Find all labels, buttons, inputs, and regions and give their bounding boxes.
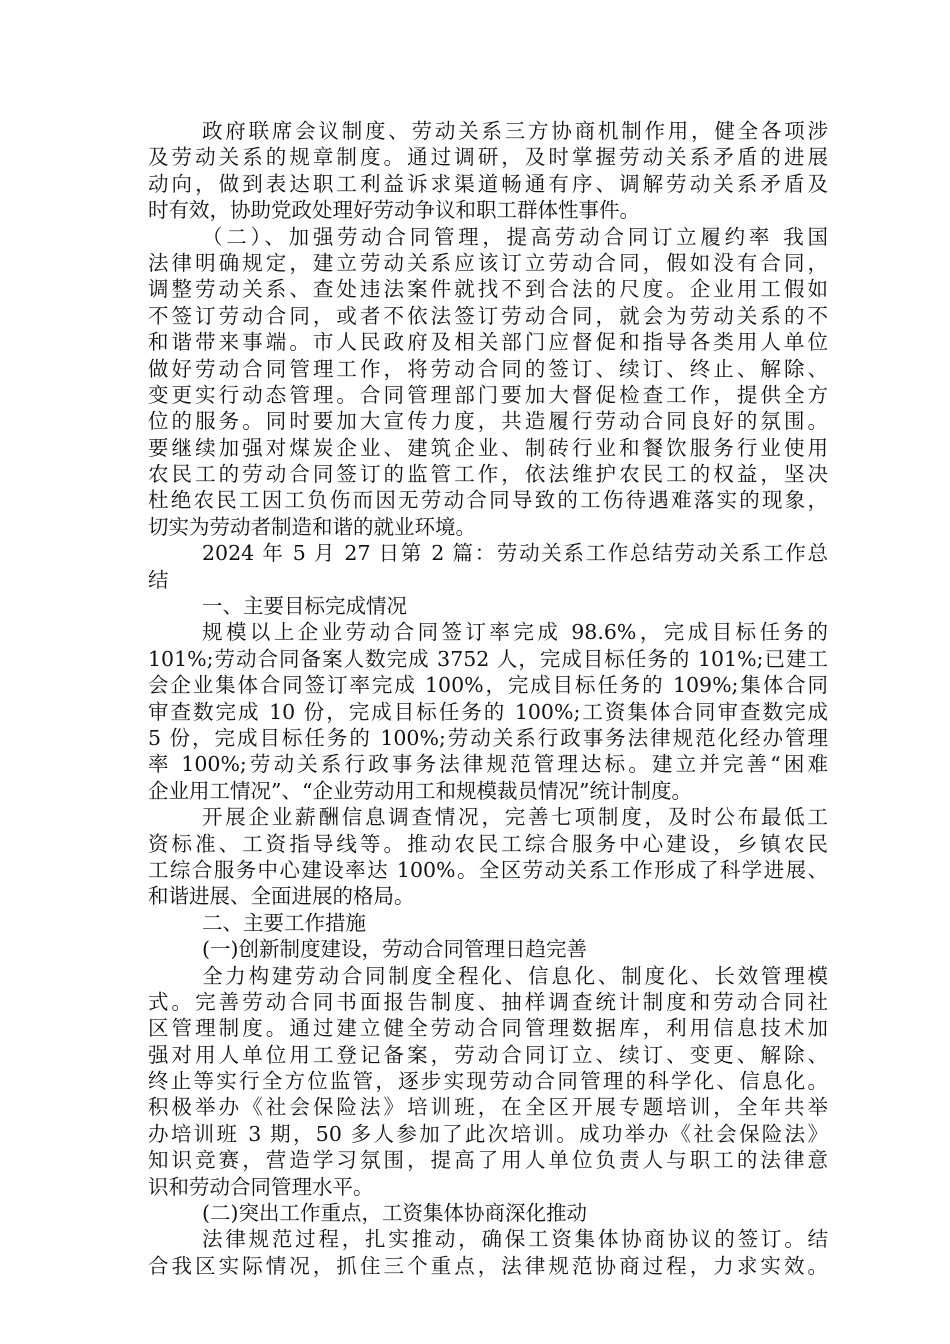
- text-line: 杜绝农民工因工负伤而因无劳动合同导致的工伤待遇难落实的现象，: [148, 488, 828, 513]
- text-line: 和谐进展、全面进展的格局。: [148, 884, 415, 909]
- text-line: 时有效，协助党政处理好劳动争议和职工群体性事件。: [148, 198, 640, 223]
- text-line: 知识竞赛，营造学习氛围，提高了用人单位负责人与职工的法律意: [148, 1148, 828, 1173]
- text-line: 审查数完成 10 份，完成目标任务的 100%;工资集体合同审查数完成: [148, 699, 828, 724]
- text-line: 做好劳动合同管理工作，将劳动合同的签订、续订、终止、解除、: [148, 356, 828, 381]
- text-line: 变更实行动态管理。合同管理部门要加大督促检查工作，提供全方: [148, 382, 828, 407]
- text-line: 二、主要工作措施: [202, 910, 366, 935]
- text-line: (一)创新制度建设，劳动合同管理日趋完善: [202, 937, 587, 962]
- text-line: 要继续加强对煤炭企业、建筑企业、制砖行业和餐饮服务行业使用: [148, 435, 828, 460]
- text-line: 政府联席会议制度、劳动关系三方协商机制作用，健全各项涉: [202, 119, 828, 143]
- text-line: 101%;劳动合同备案人数完成 3752 人，完成目标任务的 101%;已建工: [148, 646, 828, 671]
- text-line: 全力构建劳动合同制度全程化、信息化、制度化、长效管理模: [202, 963, 828, 988]
- text-line: 积极举办《社会保险法》培训班，在全区开展专题培训，全年共举: [148, 1095, 828, 1120]
- text-line: （二）、加强劳动合同管理，提高劳动合同订立履约率 我国: [202, 224, 828, 249]
- text-line: 资标准、工资指导线等。推动农民工综合服务中心建设，乡镇农民: [148, 831, 828, 856]
- text-line: 不签订劳动合同，或者不依法签订劳动合同，就会为劳动关系的不: [148, 303, 828, 328]
- text-line: 一、主要目标完成情况: [202, 594, 407, 619]
- text-line: 动向，做到表达职工利益诉求渠道畅通有序、调解劳动关系矛盾及: [148, 171, 828, 196]
- text-line: 工综合服务中心建设率达 100%。全区劳动关系工作形成了科学进展、: [148, 857, 828, 882]
- text-line: 和谐带来事端。市人民政府及相关部门应督促和指导各类用人单位: [148, 330, 828, 355]
- text-line: 企业用工情况”、“企业劳动用工和规模裁员情况”统计制度。: [148, 778, 692, 803]
- text-line: 办培训班 3 期，50 多人参加了此次培训。成功举办《社会保险法》: [148, 1121, 828, 1146]
- text-line: 区管理制度。通过建立健全劳动合同管理数据库，利用信息技术加: [148, 1016, 828, 1041]
- document-page: [148, 118, 828, 1279]
- text-line: 结: [148, 567, 169, 592]
- text-line: 2024 年 5 月 27 日第 2 篇：劳动关系工作总结劳动关系工作总: [202, 541, 828, 566]
- text-line: 位的服务。同时要加大宣传力度，共造履行劳动合同良好的氛围。: [148, 409, 828, 434]
- text-line: 法律明确规定，建立劳动关系应该订立劳动合同，假如没有合同，: [148, 250, 828, 275]
- text-line: 识和劳动合同管理水平。: [148, 1174, 374, 1199]
- text-line: 规模以上企业劳动合同签订率完成 98.6%，完成目标任务的: [202, 620, 828, 645]
- text-line: (二)突出工作重点，工资集体协商深化推动: [202, 1201, 587, 1226]
- text-line: 合我区实际情况，抓住三个重点，法律规范协商过程，力求实效。: [148, 1253, 828, 1278]
- text-line: 农民工的劳动合同签订的监管工作，依法维护农民工的权益，坚决: [148, 462, 828, 487]
- text-line: 式。完善劳动合同书面报告制度、抽样调查统计制度和劳动合同社: [148, 989, 828, 1014]
- text-line: 及劳动关系的规章制度。通过调研，及时掌握劳动关系矛盾的进展: [148, 145, 828, 170]
- text-line: 调整劳动关系、查处违法案件就找不到合法的尺度。企业用工假如: [148, 277, 828, 302]
- text-line: 5 份，完成目标任务的 100%;劳动关系行政事务法律规范化经办管理: [148, 725, 828, 750]
- text-line: 率 100%;劳动关系行政事务法律规范管理达标。建立并完善“困难: [148, 752, 828, 777]
- text-line: 强对用人单位用工登记备案，劳动合同订立、续订、变更、解除、: [148, 1042, 828, 1067]
- text-line: 开展企业薪酬信息调查情况，完善七项制度，及时公布最低工: [202, 805, 828, 830]
- text-line: 会企业集体合同签订率完成 100%，完成目标任务的 109%;集体合同: [148, 673, 828, 698]
- text-line: 终止等实行全方位监管，逐步实现劳动合同管理的科学化、信息化。: [148, 1069, 828, 1094]
- text-line: 切实为劳动者制造和谐的就业环境。: [148, 514, 476, 539]
- text-line: 法律规范过程，扎实推动，确保工资集体协商协议的签订。结: [202, 1227, 828, 1252]
